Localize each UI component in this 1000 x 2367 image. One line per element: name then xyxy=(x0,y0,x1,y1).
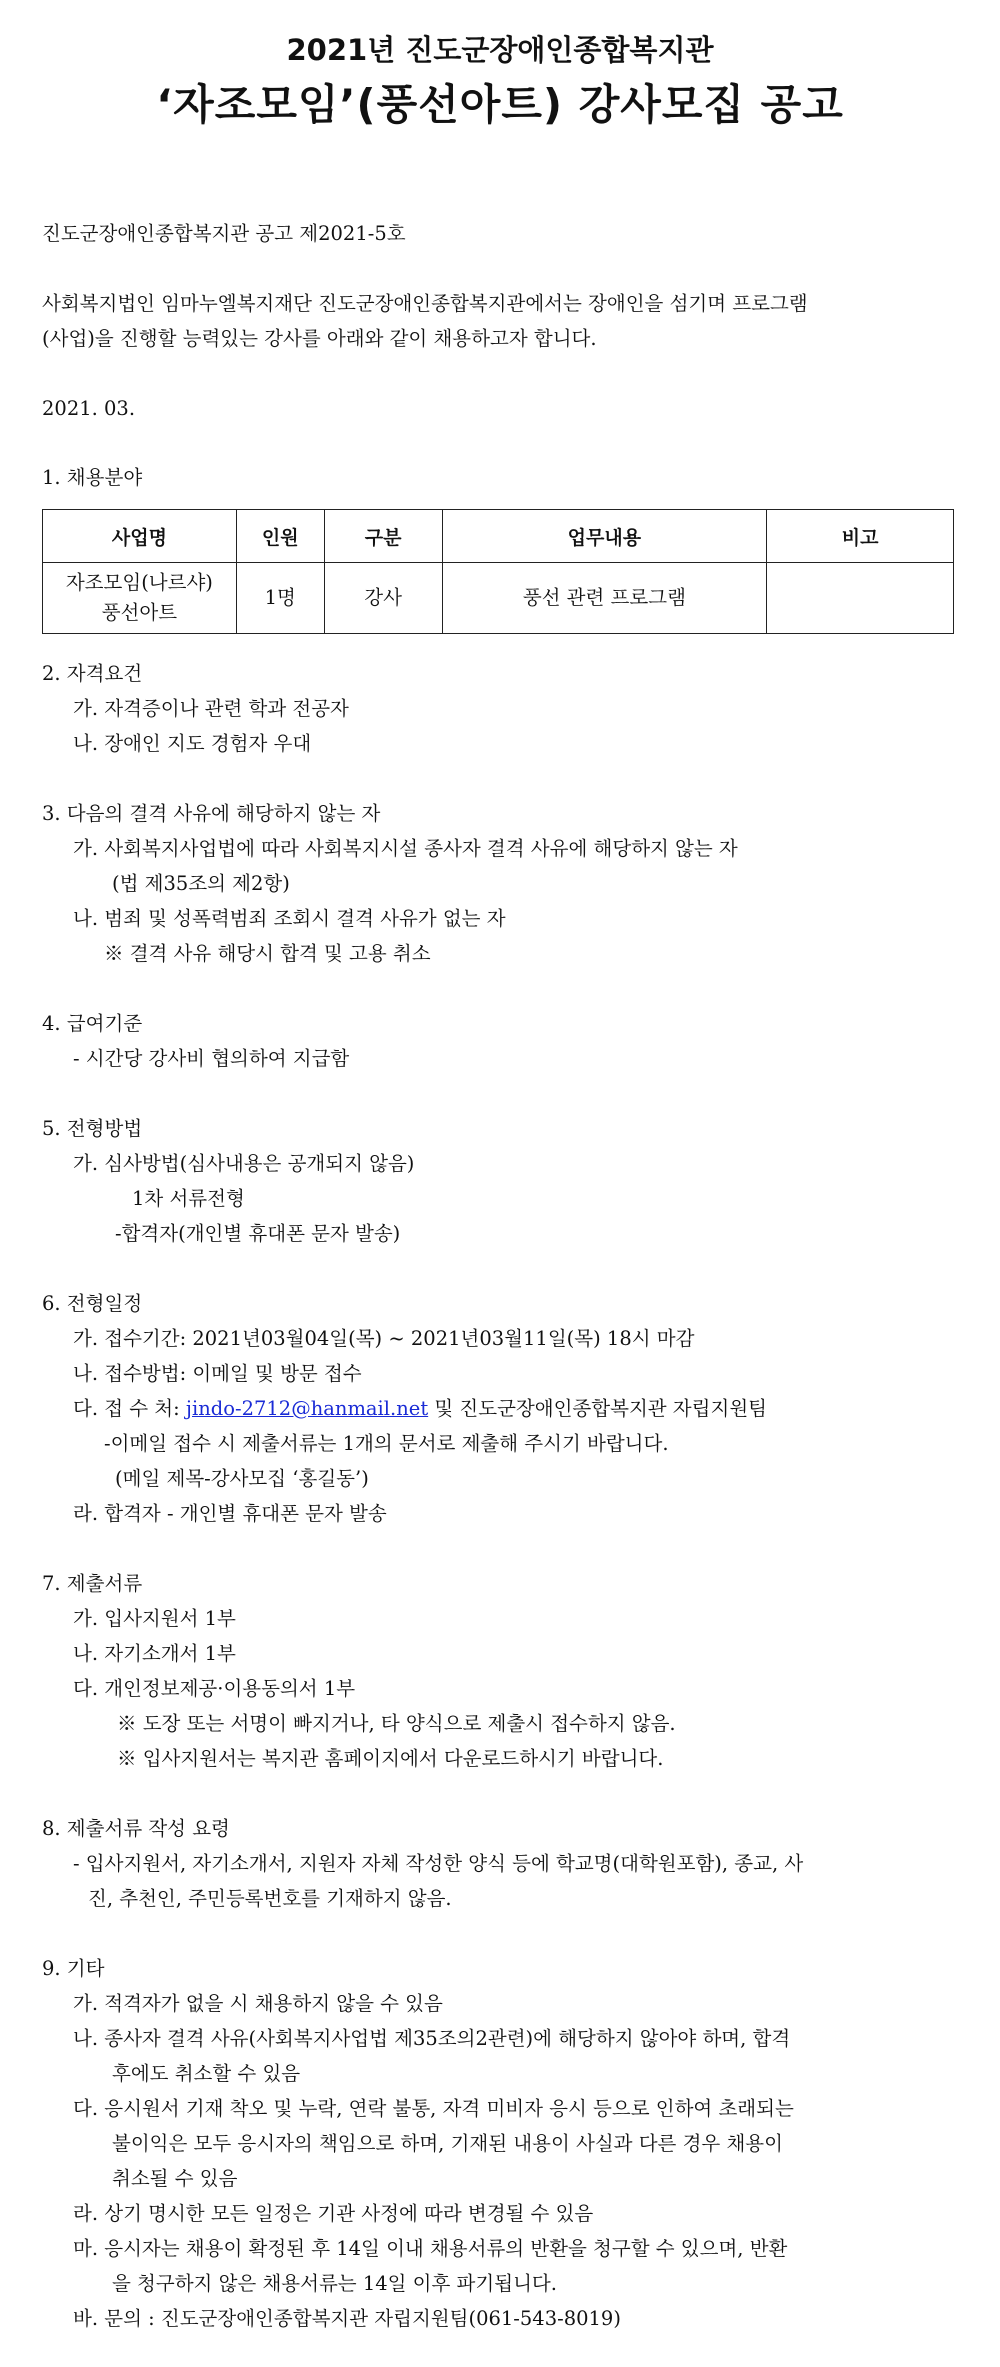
section-6-note-1: -이메일 접수 시 제출서류는 1개의 문서로 제출해 주시기 바랍니다. xyxy=(104,1432,669,1455)
email-link[interactable]: jindo-2712@hanmail.net xyxy=(185,1397,429,1420)
section-6-heading: 6. 전형일정 xyxy=(42,1292,143,1315)
recruitment-table xyxy=(42,509,954,634)
notice-number: 진도군장애인종합복지관 공고 제2021-5호 xyxy=(42,222,406,245)
section-6-item-a: 가. 접수기간: 2021년03월04일(목) ~ 2021년03월11일(목) 18시 마감 xyxy=(73,1327,695,1350)
position-type-cell: 강사 xyxy=(324,563,442,634)
intro-line-1: 사회복지법인 임마누엘복지재단 진도군장애인종합복지관에서는 장애인을 섬기며 프로그램 xyxy=(42,292,808,315)
section-6-item-c xyxy=(73,1397,767,1420)
section-5-step-2: -합격자(개인별 휴대폰 문자 발송) xyxy=(115,1222,401,1245)
section-9-item-c: 다. 응시원서 기재 착오 및 누락, 연락 불통, 자격 미비자 응시 등으로 인하여 초래되는 xyxy=(73,2097,794,2120)
section-5-item-a: 가. 심사방법(심사내용은 공개되지 않음) xyxy=(73,1152,415,1175)
section-9-item-f: 바. 문의 : 진도군장애인종합복지관 자립지원팀(061-543-8019) xyxy=(73,2307,621,2330)
program-name-line-1: 자조모임(나르샤) xyxy=(65,570,213,594)
section-3-item-a: 가. 사회복지사업법에 따라 사회복지시설 종사자 결격 사유에 해당하지 않는 자 xyxy=(73,837,738,860)
section-8-line-1: - 입사지원서, 자기소개서, 지원자 자체 작성한 양식 등에 학교명(대학원포함), 종교, 사 xyxy=(73,1852,804,1875)
section-6-item-c-suffix: 및 진도군장애인종합복지관 자립지원팀 xyxy=(428,1397,767,1420)
announcement-date: 2021. 03. xyxy=(42,397,136,420)
section-6-item-d: 라. 합격자 - 개인별 휴대폰 문자 발송 xyxy=(73,1502,387,1525)
section-8-line-2: 진, 추천인, 주민등록번호를 기재하지 않음. xyxy=(88,1887,452,1910)
section-9-item-e-continued: 을 청구하지 않은 채용서류는 14일 이후 파기됩니다. xyxy=(112,2272,557,2295)
section-5-heading: 5. 전형방법 xyxy=(42,1117,143,1140)
section-9-item-a: 가. 적격자가 없을 시 채용하지 않을 수 있음 xyxy=(73,1992,443,2015)
section-3-note: ※ 결격 사유 해당시 합격 및 고용 취소 xyxy=(104,942,431,965)
table-header-cell: 사업명 xyxy=(43,510,237,563)
section-6-item-c-prefix: 다. 접 수 처: xyxy=(73,1397,186,1420)
section-9-item-c-continued: 취소될 수 있음 xyxy=(112,2167,238,2190)
table-header-row xyxy=(43,510,954,563)
duty-cell: 풍선 관련 프로그램 xyxy=(442,563,767,634)
section-9-item-c-continued: 불이익은 모두 응시자의 책임으로 하며, 기재된 내용이 사실과 다른 경우 채용이 xyxy=(112,2132,783,2155)
program-name-line-2: 풍선아트 xyxy=(101,601,178,624)
section-7-note-2: ※ 입사지원서는 복지관 홈페이지에서 다운로드하시기 바랍니다. xyxy=(117,1747,664,1770)
section-3-item-a-continued: (법 제35조의 제2항) xyxy=(112,872,290,895)
section-4-item: - 시간당 강사비 협의하여 지급함 xyxy=(73,1047,350,1070)
section-2-heading: 2. 자격요건 xyxy=(42,662,143,685)
section-4-heading: 4. 급여기준 xyxy=(42,1012,143,1035)
table-header-cell: 업무내용 xyxy=(442,510,767,563)
section-9-item-e: 마. 응시자는 채용이 확정된 후 14일 이내 채용서류의 반환을 청구할 수 있으며, 반환 xyxy=(73,2237,788,2260)
section-9-item-d: 라. 상기 명시한 모든 일정은 기관 사정에 따라 변경될 수 있음 xyxy=(73,2202,594,2225)
section-9-item-b: 나. 종사자 결격 사유(사회복지사업법 제35조의2관련)에 해당하지 않아야 하며, 합격 xyxy=(73,2027,791,2050)
table-row xyxy=(43,563,954,634)
program-name-cell xyxy=(43,563,237,634)
note-cell xyxy=(767,563,954,634)
section-7-item-c: 다. 개인정보제공·이용동의서 1부 xyxy=(73,1677,356,1700)
section-9-item-b-continued: 후에도 취소할 수 있음 xyxy=(112,2062,301,2085)
header-main-title: ‘자조모임’(풍선아트) 강사모집 공고 xyxy=(156,80,844,129)
section-6-item-b: 나. 접수방법: 이메일 및 방문 접수 xyxy=(73,1362,362,1385)
section-7-note-1: ※ 도장 또는 서명이 빠지거나, 타 양식으로 제출시 접수하지 않음. xyxy=(117,1712,676,1735)
intro-line-2: (사업)을 진행할 능력있는 강사를 아래와 같이 채용하고자 합니다. xyxy=(42,327,597,350)
section-5-step-1: 1차 서류전형 xyxy=(132,1187,245,1210)
section-8-heading: 8. 제출서류 작성 요령 xyxy=(42,1817,230,1840)
table-header-cell: 인원 xyxy=(236,510,324,563)
section-3-heading: 3. 다음의 결격 사유에 해당하지 않는 자 xyxy=(42,802,381,825)
section-1-heading: 1. 채용분야 xyxy=(42,466,143,489)
table-header-cell: 구분 xyxy=(324,510,442,563)
section-7-item-a: 가. 입사지원서 1부 xyxy=(73,1607,236,1630)
table-header-cell: 비고 xyxy=(767,510,954,563)
section-3-item-b: 나. 범죄 및 성폭력범죄 조회시 결격 사유가 없는 자 xyxy=(73,907,506,930)
headcount-cell: 1명 xyxy=(236,563,324,634)
section-7-heading: 7. 제출서류 xyxy=(42,1572,143,1595)
section-7-item-b: 나. 자기소개서 1부 xyxy=(73,1642,236,1665)
section-2-item: 가. 자격증이나 관련 학과 전공자 xyxy=(73,697,349,720)
header-organization-title: 2021년 진도군장애인종합복지관 xyxy=(286,33,714,67)
section-6-note-2: (메일 제목-강사모집 ‘홍길동’) xyxy=(115,1467,369,1490)
section-2-item: 나. 장애인 지도 경험자 우대 xyxy=(73,732,312,755)
section-9-heading: 9. 기타 xyxy=(42,1957,105,1980)
